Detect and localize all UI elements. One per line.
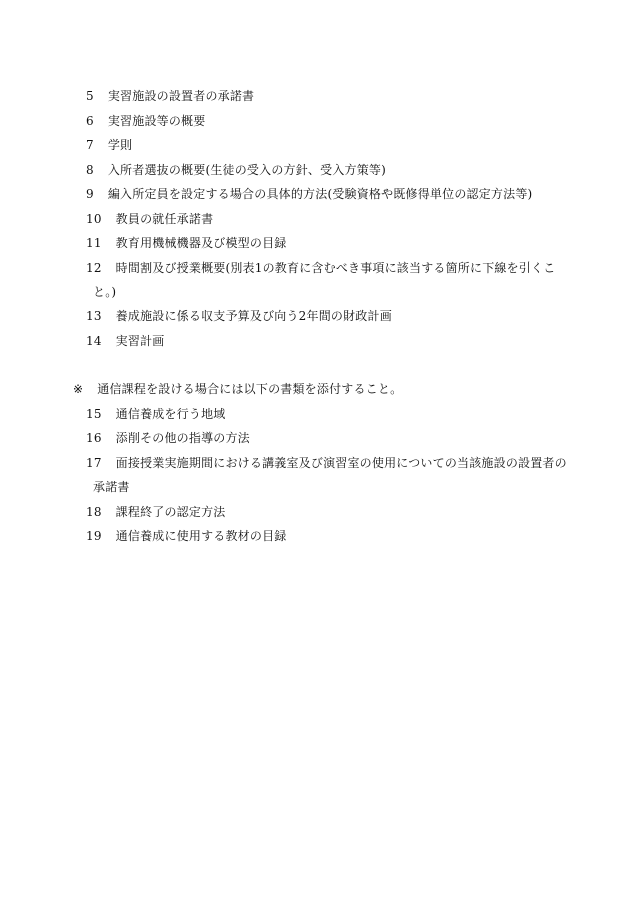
item-number: 10 bbox=[86, 212, 102, 226]
item-text: 教育用機械機器及び模型の目録 bbox=[115, 236, 287, 250]
item-number: 7 bbox=[86, 138, 94, 152]
list-item bbox=[86, 235, 286, 251]
list-item bbox=[86, 528, 286, 544]
note-mark: ※ bbox=[73, 382, 84, 396]
list-item bbox=[86, 162, 386, 178]
item-number: 5 bbox=[86, 89, 94, 103]
item-text: 実習計画 bbox=[115, 334, 165, 348]
list-item bbox=[86, 260, 555, 276]
list-item bbox=[86, 137, 132, 153]
item-text: 面接授業実施期間における講義室及び演習室の使用についての当該施設の設置者の bbox=[115, 456, 567, 470]
item-text: 添削その他の指導の方法 bbox=[115, 431, 250, 445]
list-item bbox=[86, 211, 213, 227]
item-text: 編入所定員を設定する場合の具体的方法(受験資格や既修得単位の認定方法等) bbox=[107, 187, 533, 201]
item-number: 9 bbox=[86, 187, 94, 201]
item-number: 6 bbox=[86, 114, 94, 128]
list-item bbox=[86, 430, 250, 446]
item-number: 19 bbox=[86, 529, 102, 543]
item-number: 8 bbox=[86, 163, 94, 177]
item-text: 実習施設等の概要 bbox=[107, 114, 206, 128]
item-text-continuation: 承諾書 bbox=[93, 480, 130, 494]
item-number: 16 bbox=[86, 431, 102, 445]
item-number: 14 bbox=[86, 334, 102, 348]
item-text: 通信養成に使用する教材の目録 bbox=[115, 529, 287, 543]
list-item-continuation bbox=[93, 479, 130, 495]
note-text: 通信課程を設ける場合には以下の書類を添付すること。 bbox=[97, 382, 403, 396]
list-item bbox=[86, 455, 567, 471]
item-text: 教員の就任承諾書 bbox=[115, 212, 214, 226]
item-text: 学則 bbox=[107, 138, 133, 152]
item-number: 17 bbox=[86, 456, 102, 470]
item-text: 課程終了の認定方法 bbox=[115, 505, 226, 519]
list-item-continuation bbox=[93, 284, 116, 300]
item-text: 通信養成を行う地域 bbox=[115, 407, 226, 421]
list-item bbox=[86, 406, 225, 422]
item-text: 養成施設に係る収支予算及び向う2年間の財政計画 bbox=[115, 309, 392, 323]
item-text-continuation: と。) bbox=[93, 285, 117, 299]
item-number: 13 bbox=[86, 309, 102, 323]
item-text: 実習施設の設置者の承諾書 bbox=[107, 89, 255, 103]
item-number: 15 bbox=[86, 407, 102, 421]
list-item bbox=[86, 88, 254, 104]
list-item bbox=[86, 186, 532, 202]
list-item bbox=[86, 504, 225, 520]
item-number: 12 bbox=[86, 261, 102, 275]
item-number: 11 bbox=[86, 236, 102, 250]
item-text: 入所者選抜の概要(生徒の受入の方針、受入方策等) bbox=[107, 163, 387, 177]
list-item bbox=[86, 333, 164, 349]
list-item bbox=[86, 308, 392, 324]
item-text: 時間割及び授業概要(別表1の教育に含むべき事項に該当する箇所に下線を引くこ bbox=[115, 261, 556, 275]
item-number: 18 bbox=[86, 505, 102, 519]
note-line bbox=[73, 381, 402, 397]
list-item bbox=[86, 113, 205, 129]
